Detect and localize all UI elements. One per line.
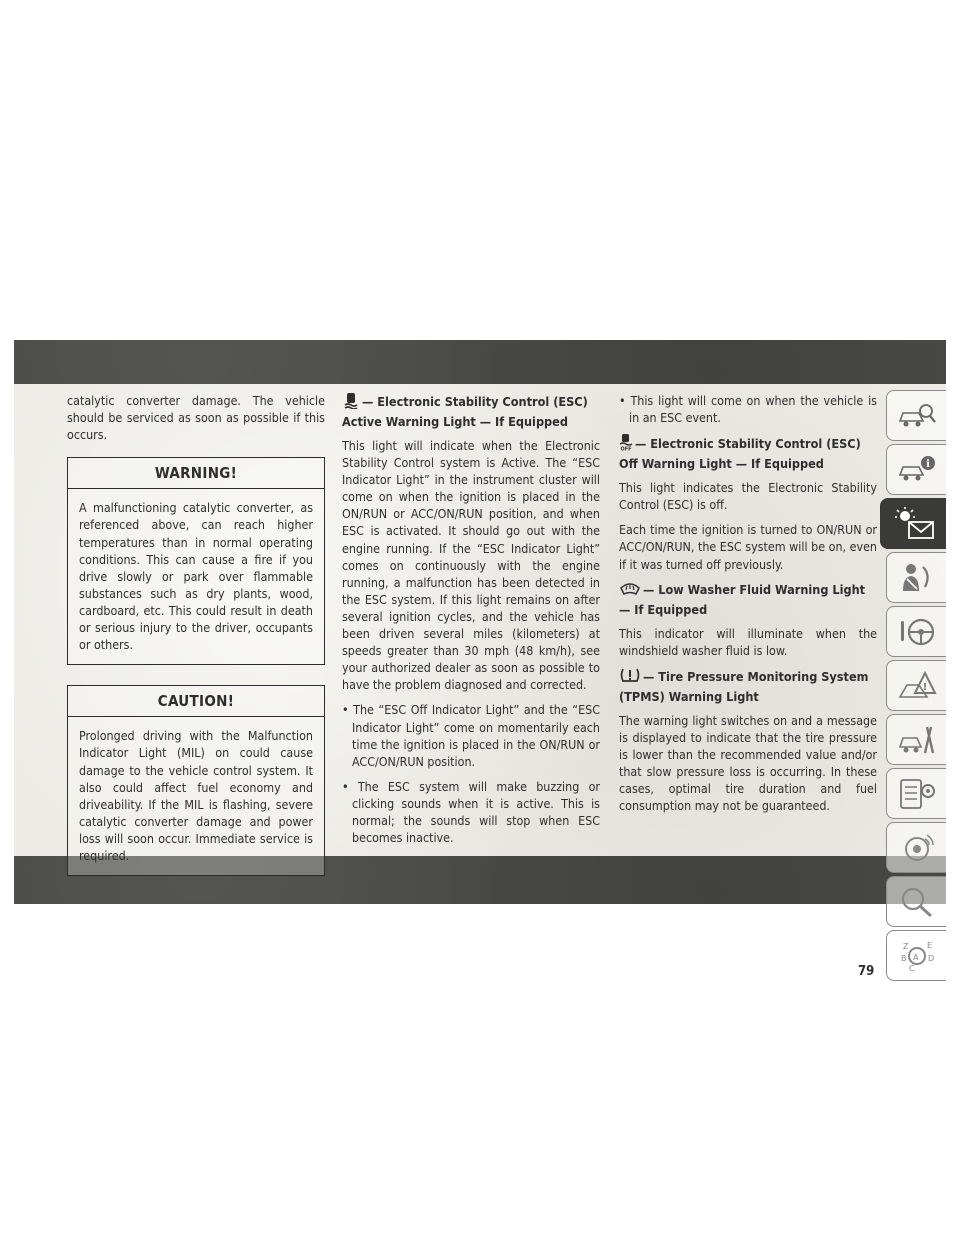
svg-text:i: i	[925, 458, 930, 470]
car-service-wrench-icon	[897, 723, 937, 757]
left-column	[67, 392, 325, 876]
tpms-body: The warning light switches on and a message is displayed to indicate that the tire pressure is lower than the recommended value and/or that slow pressure loss is occurring. In these cases, optimal tire duration and fuel consumption may not be guaranteed.	[619, 712, 877, 814]
search-index-icon	[897, 885, 937, 919]
esc-active-body: This light will indicate when the Electronic Stability Control system is Active. The “ESC Indicator Light” in the instrument cluster will come on when the ignition is placed in the ON/RUN or ACC/ON/RUN position, and when ESC is activated. It should go out with the engine running. If the “ESC Indicator Light” comes on continuously with the engine running, a malfunction has been detected in the ESC system. If this light remains on after several ignition cycles, and the vehicle has been driven several miles (kilometers) at speeds greater than 30 mph (48 km/h), see your authorized dealer as soon as possible to have the problem diagnosed and corrected.	[342, 438, 600, 693]
tab-multimedia[interactable]	[886, 822, 946, 873]
intro-text: catalytic converter damage. The vehicle should be serviced as soon as possible if this occurs.	[67, 393, 325, 443]
tab-safety[interactable]	[886, 552, 946, 603]
washer-heading	[619, 581, 877, 618]
car-search-icon	[897, 399, 937, 433]
multimedia-icon	[897, 831, 937, 865]
esc-bullet-1: • The “ESC Off Indicator Light” and the “ESC Indicator Light” come on momentarily each time the ignition is placed in the ON/RUN or ACC/ON/RUN position.	[342, 702, 600, 769]
middle-column	[342, 392, 600, 854]
caution-title: CAUTION!	[68, 686, 324, 717]
esc-active-heading	[342, 392, 600, 430]
esc-off-body-2: Each time the ignition is turned to ON/RUN or ACC/ON/RUN, the ESC system will be on, even if it was turned off previously.	[619, 522, 877, 572]
alphabet-index-icon	[897, 939, 937, 973]
page-number: 79	[858, 964, 875, 979]
steering-wheel-icon	[897, 615, 937, 649]
warning-title: WARNING!	[68, 458, 324, 489]
tab-car-info[interactable]	[886, 444, 946, 495]
esc-active-heading-text: — Electronic Stability Control (ESC) Active Warning Light — If Equipped	[342, 394, 588, 429]
tab-emergency[interactable]	[886, 660, 946, 711]
tab-warning-lights[interactable]	[880, 498, 946, 549]
tpms-heading	[619, 667, 877, 705]
chapter-tabs	[880, 390, 946, 984]
svg-text:E: E	[926, 940, 932, 950]
washer-heading-text: — Low Washer Fluid Warning Light — If Equipped	[619, 581, 866, 617]
top-band	[14, 340, 946, 384]
svg-text:Z: Z	[902, 941, 908, 951]
tab-specifications[interactable]	[886, 768, 946, 819]
tab-driving[interactable]	[886, 606, 946, 657]
esc-active-icon	[342, 392, 360, 413]
esc-bullet-2: • The ESC system will make buzzing or clicking sounds when it is active. This is normal; the sounds will stop when ESC becomes inactive.	[342, 778, 600, 846]
svg-text:D: D	[927, 953, 934, 963]
tab-search[interactable]	[886, 876, 946, 927]
esc-off-icon	[619, 434, 633, 455]
warning-lights-message-icon	[891, 506, 937, 542]
car-info-icon	[897, 453, 937, 487]
warning-box	[67, 457, 325, 665]
esc-event-bullet: • This light will come on when the vehicle is in an ESC event.	[619, 393, 877, 426]
roadside-warning-triangle-icon	[897, 669, 937, 703]
svg-text:B: B	[900, 953, 906, 963]
warning-text: A malfunctioning catalytic converter, as referenced above, can reach higher temperatures than in normal operating conditions. This can cause a fire if you drive slowly or park over flammable substances such as dry plants, wood, cardboard, etc. This could result in death or serious injury to the driver, occupants or others.	[79, 500, 313, 653]
svg-text:A: A	[912, 952, 918, 962]
svg-text:!: !	[922, 681, 927, 693]
right-column	[619, 392, 877, 822]
esc-off-body-1: This light indicates the Electronic Stability Control (ESC) is off.	[619, 480, 877, 513]
tab-index[interactable]	[886, 930, 946, 981]
svg-text:OFF: OFF	[620, 446, 632, 452]
washer-body: This indicator will illuminate when the windshield washer fluid is low.	[619, 625, 877, 658]
svg-text:C: C	[908, 963, 915, 973]
specifications-list-icon	[897, 777, 937, 811]
tire-pressure-icon	[619, 667, 641, 688]
esc-off-heading	[619, 434, 877, 472]
washer-fluid-icon	[619, 581, 641, 601]
esc-off-heading-text: — Electronic Stability Control (ESC) Off Warning Light — If Equipped	[619, 436, 861, 472]
caution-box	[67, 685, 325, 876]
tpms-heading-text: — Tire Pressure Monitoring System (TPMS) Warning Light	[619, 668, 869, 704]
tab-service[interactable]	[886, 714, 946, 765]
safety-airbag-icon	[897, 561, 937, 595]
caution-text: Prolonged driving with the Malfunction Indicator Light (MIL) on could cause damage to the vehicle control system. It also could affect fuel economy and driveability. If the MIL is flashing, severe catalytic converter damage and power loss will soon occur. Immediate service is required.	[79, 728, 313, 863]
tab-car-search[interactable]	[886, 390, 946, 441]
